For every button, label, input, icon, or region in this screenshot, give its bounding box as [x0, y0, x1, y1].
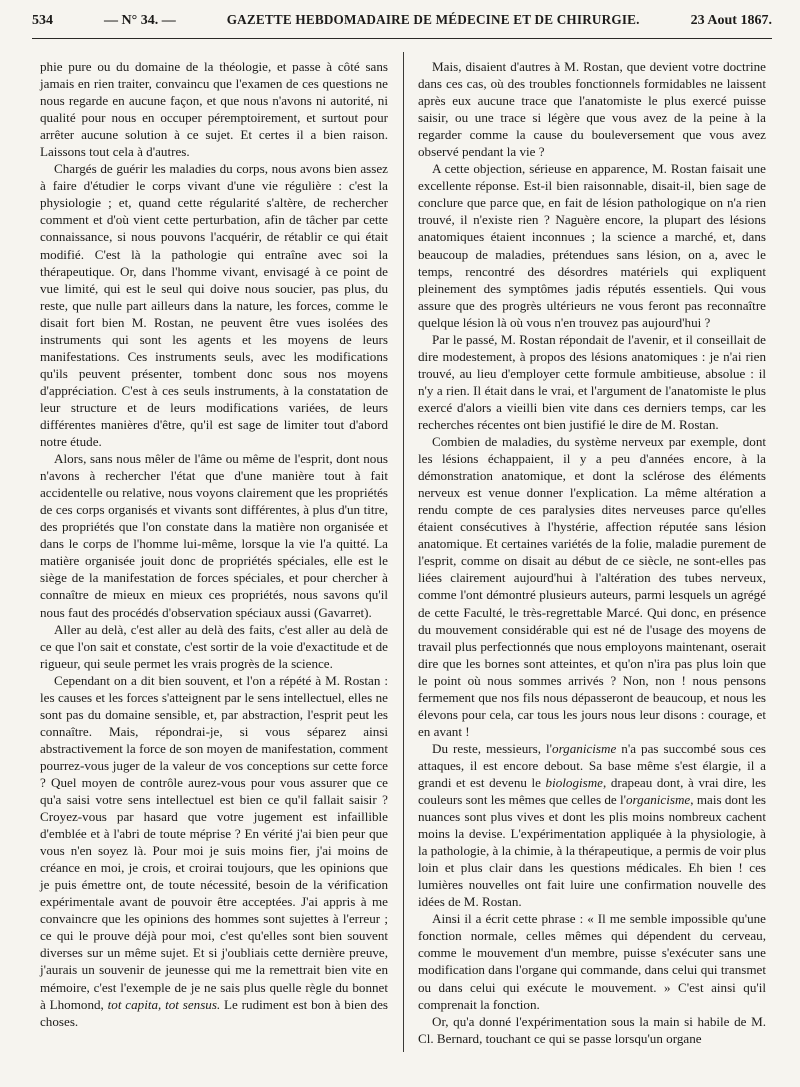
- paragraph-text: , drapeau dont, à vrai dire, les couleurs sont les mêmes que celles de l': [418, 774, 766, 808]
- paragraph: [40, 672, 388, 1030]
- right-column: [418, 58, 766, 1047]
- paragraph: Chargés de guérir les maladies du corps, nous avons bien assez à faire d'étudier le corps vivant d'une vie régulière : c'est la physiologie ; et, quand cette régularité s'altère, de rechercher comment et d'où vient cette perturbation, afin de tâcher par cette connaissance, si nous pouvons l'acquérir, de rétablir ce qui était modifié. C'est là la pathologie qui entraîne avec soi la thérapeutique. Or, dans l'homme vivant, envisagé à ce point de vue limité, qui est le seul qui doive nous soucier, pas plus, du reste, que nulle part ailleurs dans la nature, les forces, comme le disait fort bien M. Rostan, ne peuvent être vues isolées des instruments qui sont les agents et les moyens de leurs manifestations. Ces instruments seuls, avec les modifications qu'ils peuvent présenter, tombent donc sous nos moyens d'appréciation. C'est à ces seuls instruments, à la constatation de leur structure et de leurs modifications variées, de leurs différentes manières d'être, qu'il est sage de limiter tout d'abord notre étude.: [40, 161, 388, 450]
- column-divider: [403, 52, 404, 1052]
- paragraph: Aller au delà, c'est aller au delà des faits, c'est aller au delà de ce que l'on sait et constate, c'est sortir de la voie d'exactitude et de rigueur, qui seule permet les vrais progrès de la science.: [40, 621, 388, 671]
- paragraph-text: Du reste, messieurs, l': [432, 740, 553, 756]
- issue-date: 23 Aout 1867.: [690, 13, 772, 28]
- paragraph-text: Le rudiment est bon à bien des choses.: [40, 996, 389, 1029]
- paragraph: Par le passé, M. Rostan répondait de l'avenir, et il conseillait de dire modestement, à propos des lésions anatomiques : je n'ai rien trouvé, au lieu d'employer cette formule ambitieuse, absolue : il n'y a rien. Il était dans le vrai, et l'argument de l'anatomiste le plus exercé d'alors a vieilli bien vite dans ces derniers temps, car les recherches récentes ont bien justifié le dire de M. Rostan.: [418, 331, 766, 432]
- italic-term: organicisme: [626, 792, 691, 808]
- paragraph: Mais, disaient d'autres à M. Rostan, que devient votre doctrine dans ces cas, où des troubles fonctionnels formidables ne laissent après eux aucune trace que l'anatomiste le plus exercé puisse saisir, ou une trace si légère que vous avez de la peine à la regarder comme la cause du bouleversement que vous avez observé pendant la vie ?: [418, 59, 766, 160]
- paragraph: Alors, sans nous mêler de l'âme ou même de l'esprit, dont nous n'avons à rechercher l'état que d'une manière tout à fait accidentelle ou relative, nous voyons clairement que les propriétés de ces corps organisés et vivants sont différentes, à plus d'un titre, des propriétés que l'on constate dans la matière non organisée et dans le corps de l'homme lui-même, lorsque la vie l'a quitté. La matière organisée jouit donc de propriétés spéciales, elle est le siège de la manifestation de forces spéciales, et pour chercher à connaître de mieux en mieux ces propriétés, nous savons qu'il nous faut des procédés d'observation spéciaux aussi (Gavarret).: [40, 451, 388, 620]
- latin-phrase: tot capita, tot sensus.: [107, 996, 221, 1012]
- paragraph: Ainsi il a écrit cette phrase : « Il me semble impossible qu'une fonction normale, celles mêmes qui dépendent du cerveau, comme le mouvement d'un membre, puisse s'exécuter sans une modification dans l'organe qui commande, dans celui qui transmet ou dans celui qui exécute le mouvement. » C'est ainsi qu'il comprenait la fonction.: [418, 911, 766, 1012]
- paragraph: Or, qu'a donné l'expérimentation sous la main si habile de M. Cl. Bernard, touchant ce qui se passe lorsqu'un organe: [418, 1013, 766, 1046]
- italic-term: biologisme: [545, 774, 603, 790]
- issue-number: — N° 34. —: [104, 13, 176, 28]
- page-number: 534: [32, 13, 53, 28]
- italic-term: organicisme: [552, 740, 617, 756]
- paragraph: [418, 740, 766, 910]
- paragraph-text: n'a pas succombé sous ces attaques, il est encore debout. Sa base même s'est élargie, il a grandi et est devenu le: [418, 740, 766, 790]
- paragraph-text: , mais dont les nuances sont plus vives et dont les plis moins nombreux cachent moins la devise. L'expérimentation appliquée à la physiologie, à la pathologie, à la chimie, à la thérapeutique, a permis de voir plus loin et plus clair dans les questions médicales. Eh bien ! ces lumières nouvelles ont fait luire une confirmation nouvelle des idées de M. Rostan.: [418, 792, 766, 910]
- paragraph: A cette objection, sérieuse en apparence, M. Rostan faisait une excellente réponse. Est-il bien raisonnable, disait-il, bien sage de conclure que parce que, en fait de lésion pathologique on n'a rien trouvé, il n'existe rien ? Naguère encore, la plupart des lésions anatomiques étaient inconnues ; la science a marché, et, dans beaucoup de maladies, prétendues sans lésion, on a, avec le temps, rencontré des désordres matériels qui expliquent pleinement des symptômes jadis réputés essentiels. Qui vous assure que des progrès ultérieurs ne vous feront pas reconnaître quelque lésion là où vous n'en trouvez pas aujourd'hui ?: [418, 161, 766, 330]
- page-header: [32, 12, 772, 39]
- journal-title: GAZETTE HEBDOMADAIRE DE MÉDECINE ET DE CHIRURGIE.: [226, 12, 640, 27]
- paragraph-text: Cependant on a dit bien souvent, et l'on a répété à M. Rostan : les causes et les forces s'atteignent par le sens intellectuel, elles ne sont pas du domaine sensible, et, par abstraction, l'esprit peut les connaître. Mais, répondrai-je, si vous séparez ainsi abstractivement la force de son moyen de manifestation, comment pourrez-vous juger de la valeur de vos conceptions sur cette force ? Quel moyen de contrôle aurez-vous pour vous assurer que ce qu'a saisi votre sens intellectuel est bien ce qu'il fallait saisir ? Croyez-vous par hasard que votre jugement est infaillible d'emblée et à l'abri de toute méprise ? En vérité j'ai bien peur que vous n'en soyez là. Pour moi je suis moins fier, j'ai moins de créance en moi, je crois, et croirai toujours, que les opinions que je puis émettre ont, de toute nécessité, besoin de la vérification expérimentale avant de pouvoir être acceptées. J'ai appris à me convaincre que les opinions des hommes sont sujettes à l'erreur ; ce qui le prouve déjà pour moi, c'est qu'elles sont bien souvent diverses sur un même sujet. Et si j'oubliais cette dernière preuve, j'aurais un souvenir de jeunesse qui me la remettrait bien vite en mémoire, c'est l'exemple de je ne sais plus quelle règle du bonnet à Lhomond,: [40, 672, 388, 1012]
- left-column: [40, 58, 388, 1030]
- paragraph: Combien de maladies, du système nerveux par exemple, dont les lésions échappaient, il y a peu d'années encore, à la démonstration anatomique, et dont la sclérose des éléments nerveux est venue donner l'explication. La même altération a rendu compte de ces paralysies dites nerveuses parce qu'elles étaient consécutives à l'hystérie, affection réputée sans lésion anatomique. Et certaines variétés de la folie, maladie purement de l'esprit, comme on disait au début de ce siècle, ne sont-elles pas liées clairement aujourd'hui à l'altération des tubes nerveux, comme l'ont démontré plusieurs auteurs, parmi lesquels un agrégé de cette Faculté, le très-regrettable Marcé. Qui donc, en présence du mouvement considérable qui est né de l'usage des moyens de travail plus perfectionnés que nous employons maintenant, oserait dire que les bornes sont atteintes, et qu'on n'ira pas plus loin que le point où nous sommes arrivés ? Non, non ! nous pensons fermement que nos fils nous dépasseront de beaucoup, et nous les élevons pour cela, car tous les jours nous leur disons : courage, et en avant !: [418, 434, 766, 739]
- paragraph: phie pure ou du domaine de la théologie, et passe à côté sans jamais en rien traiter, convaincu que l'examen de ces questions ne nous regarde en aucune façon, et que nous n'avons ni autorité, ni qualité pour nous en occuper péremptoirement, et surtout pour arrêter aucune solution à ce sujet. Et certes il a bien raison. Laissons tout cela à d'autres.: [40, 59, 388, 160]
